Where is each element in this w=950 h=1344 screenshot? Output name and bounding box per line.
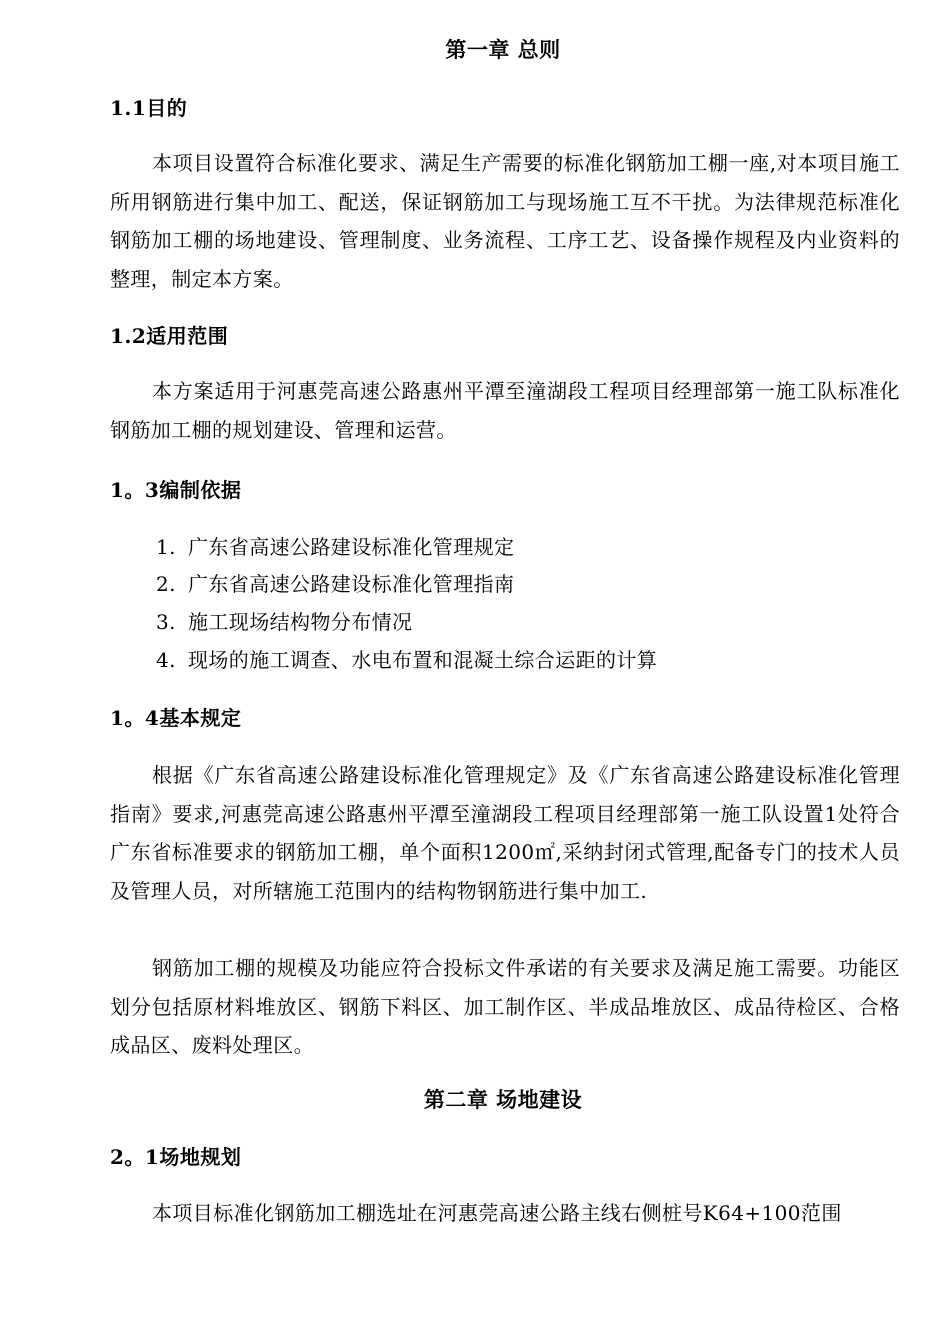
list-item: [156, 608, 412, 636]
section-1-1-heading: 1.1目的: [110, 96, 188, 120]
chapter-2-title: 第二章 场地建设: [423, 1087, 583, 1112]
list-item-text: 现场的施工调查、水电布置和混凝土综合运距的计算: [188, 648, 658, 672]
section-2-1-paragraph: 本项目标准化钢筋加工棚选址在河惠莞高速公路主线右侧桩号K64+100范围: [152, 1201, 842, 1225]
section-2-1-heading: 2。1场地规划: [110, 1145, 242, 1169]
section-1-4-heading: 1。4基本规定: [110, 706, 242, 730]
list-item: [156, 570, 514, 598]
section-1-3-heading: 1。3编制依据: [110, 478, 242, 502]
list-item-number: 4.: [156, 648, 176, 672]
list-item-text: 广东省高速公路建设标准化管理规定: [188, 535, 515, 559]
list-item-number: 1.: [156, 535, 176, 559]
chapter-1-title: 第一章 总则: [445, 37, 561, 62]
section-1-4-paragraph-2: 钢筋加工棚的规模及功能应符合投标文件承诺的有关要求及满足施工需要。功能区划分包括原材料堆放区、钢筋下料区、加工制作区、半成品堆放区、成品待检区、合格成品区、废料处理区。: [110, 956, 900, 1057]
section-1-2-paragraph: 本方案适用于河惠莞高速公路惠州平潭至潼湖段工程项目经理部第一施工队标准化钢筋加工棚的规划建设、管理和运营。: [110, 379, 900, 442]
list-item-number: 3.: [156, 610, 176, 634]
section-1-2-heading: 1.2适用范围: [110, 324, 229, 348]
list-item-text: 广东省高速公路建设标准化管理指南: [188, 572, 515, 596]
list-item-text: 施工现场结构物分布情况: [188, 610, 413, 634]
section-1-4-paragraph-1: 根据《广东省高速公路建设标准化管理规定》及《广东省高速公路建设标准化管理指南》要求,河惠莞高速公路惠州平潭至潼湖段工程项目经理部第一施工队设置1处符合广东省标准要求的钢筋加工棚，单个面积1200㎡,采纳封闭式管理,配备专门的技术人员及管理人员，对所辖施工范围内的结构物钢筋进行集中加工.: [110, 763, 900, 903]
list-item: [156, 646, 657, 674]
list-item: [156, 533, 514, 561]
section-1-1-paragraph: 本项目设置符合标准化要求、满足生产需要的标准化钢筋加工棚一座,对本项目施工所用钢筋进行集中加工、配送，保证钢筋加工与现场施工互不干扰。为法律规范标准化钢筋加工棚的场地建设、管理制度、业务流程、工序工艺、设备操作规程及内业资料的整理，制定本方案。: [110, 151, 900, 291]
list-item-number: 2.: [156, 572, 176, 596]
